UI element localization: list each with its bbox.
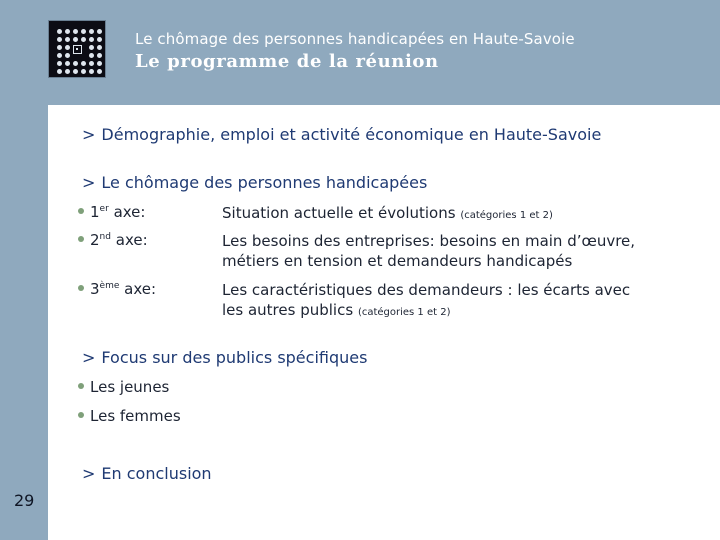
logo-dot: [89, 37, 94, 42]
logo-dot: [57, 29, 62, 34]
section-label: Focus sur des publics spécifiques: [101, 348, 368, 367]
logo-dot: [97, 45, 102, 50]
section-marker: >: [82, 125, 96, 144]
section-label: Le chômage des personnes handicapées: [101, 173, 428, 192]
logo-dot: [89, 45, 94, 50]
logo-dot: [65, 37, 70, 42]
logo-dot: [57, 53, 62, 58]
logo-dot: [97, 37, 102, 42]
bullet-icon: [78, 412, 84, 418]
logo-dot: [97, 61, 102, 66]
header: [0, 0, 720, 95]
logo-dot: [65, 61, 70, 66]
logo-dot: [57, 45, 62, 50]
axis-1-note: (catégories 1 et 2): [460, 210, 553, 221]
logo-dot: [73, 69, 78, 74]
axis-1-label: 1er axe:: [78, 203, 145, 221]
bullet-icon: [78, 236, 84, 242]
axis-2-description: Les besoins des entreprises: besoins en main d’œuvre, métiers en tension et demandeurs handicapés: [222, 232, 636, 270]
logo-dot: [81, 37, 86, 42]
bullet-icon: [78, 383, 84, 389]
logo-center-square: [73, 45, 82, 54]
section-marker: >: [82, 464, 96, 483]
logo-dot: [57, 61, 62, 66]
section-demographie: [82, 125, 601, 144]
logo-dot: [65, 53, 70, 58]
logo-dot: [89, 53, 94, 58]
section-conclusion: [82, 464, 212, 483]
logo-dot: [89, 61, 94, 66]
logo-dot: [81, 29, 86, 34]
logo-dot: [57, 69, 62, 74]
logo-dot: [73, 29, 78, 34]
logo-dot: [65, 29, 70, 34]
section-chomage: [82, 173, 427, 192]
logo-dot: [97, 29, 102, 34]
logo-dot: [97, 69, 102, 74]
bullet-icon: [78, 285, 84, 291]
section-marker: >: [82, 173, 96, 192]
public-item-jeunes: Les jeunes: [78, 378, 169, 396]
logo-dot: [65, 45, 70, 50]
logo-dot: [97, 53, 102, 58]
section-marker: >: [82, 348, 96, 367]
section-label: Démographie, emploi et activité économique en Haute-Savoie: [101, 125, 602, 144]
page-number: 29: [14, 491, 35, 510]
logo-dot: [73, 61, 78, 66]
axis-3-label: 3ème axe:: [78, 280, 156, 298]
dot-grid-logo-icon: [48, 20, 106, 78]
logo-dot: [57, 37, 62, 42]
axis-3-note: (catégories 1 et 2): [357, 307, 451, 318]
section-label: En conclusion: [101, 464, 212, 483]
axis-3-description: Les caractéristiques des demandeurs : les écarts avec les autres publics (catégories 1 et 2): [222, 281, 631, 319]
public-item-femmes: Les femmes: [78, 407, 181, 425]
axis-2-label: 2nd axe:: [78, 231, 148, 249]
section-focus: [82, 348, 367, 367]
slide-title: Le programme de la réunion: [135, 51, 439, 72]
logo-dot: [73, 37, 78, 42]
bullet-icon: [78, 208, 84, 214]
presentation-subtitle: Le chômage des personnes handicapées en Haute-Savoie: [135, 30, 575, 48]
logo-dot: [65, 69, 70, 74]
logo-dot: [81, 61, 86, 66]
logo-dot: [81, 69, 86, 74]
logo-dot: [89, 29, 94, 34]
logo-dot: [89, 69, 94, 74]
axis-1-description: Situation actuelle et évolutions (catégories 1 et 2): [222, 204, 553, 222]
